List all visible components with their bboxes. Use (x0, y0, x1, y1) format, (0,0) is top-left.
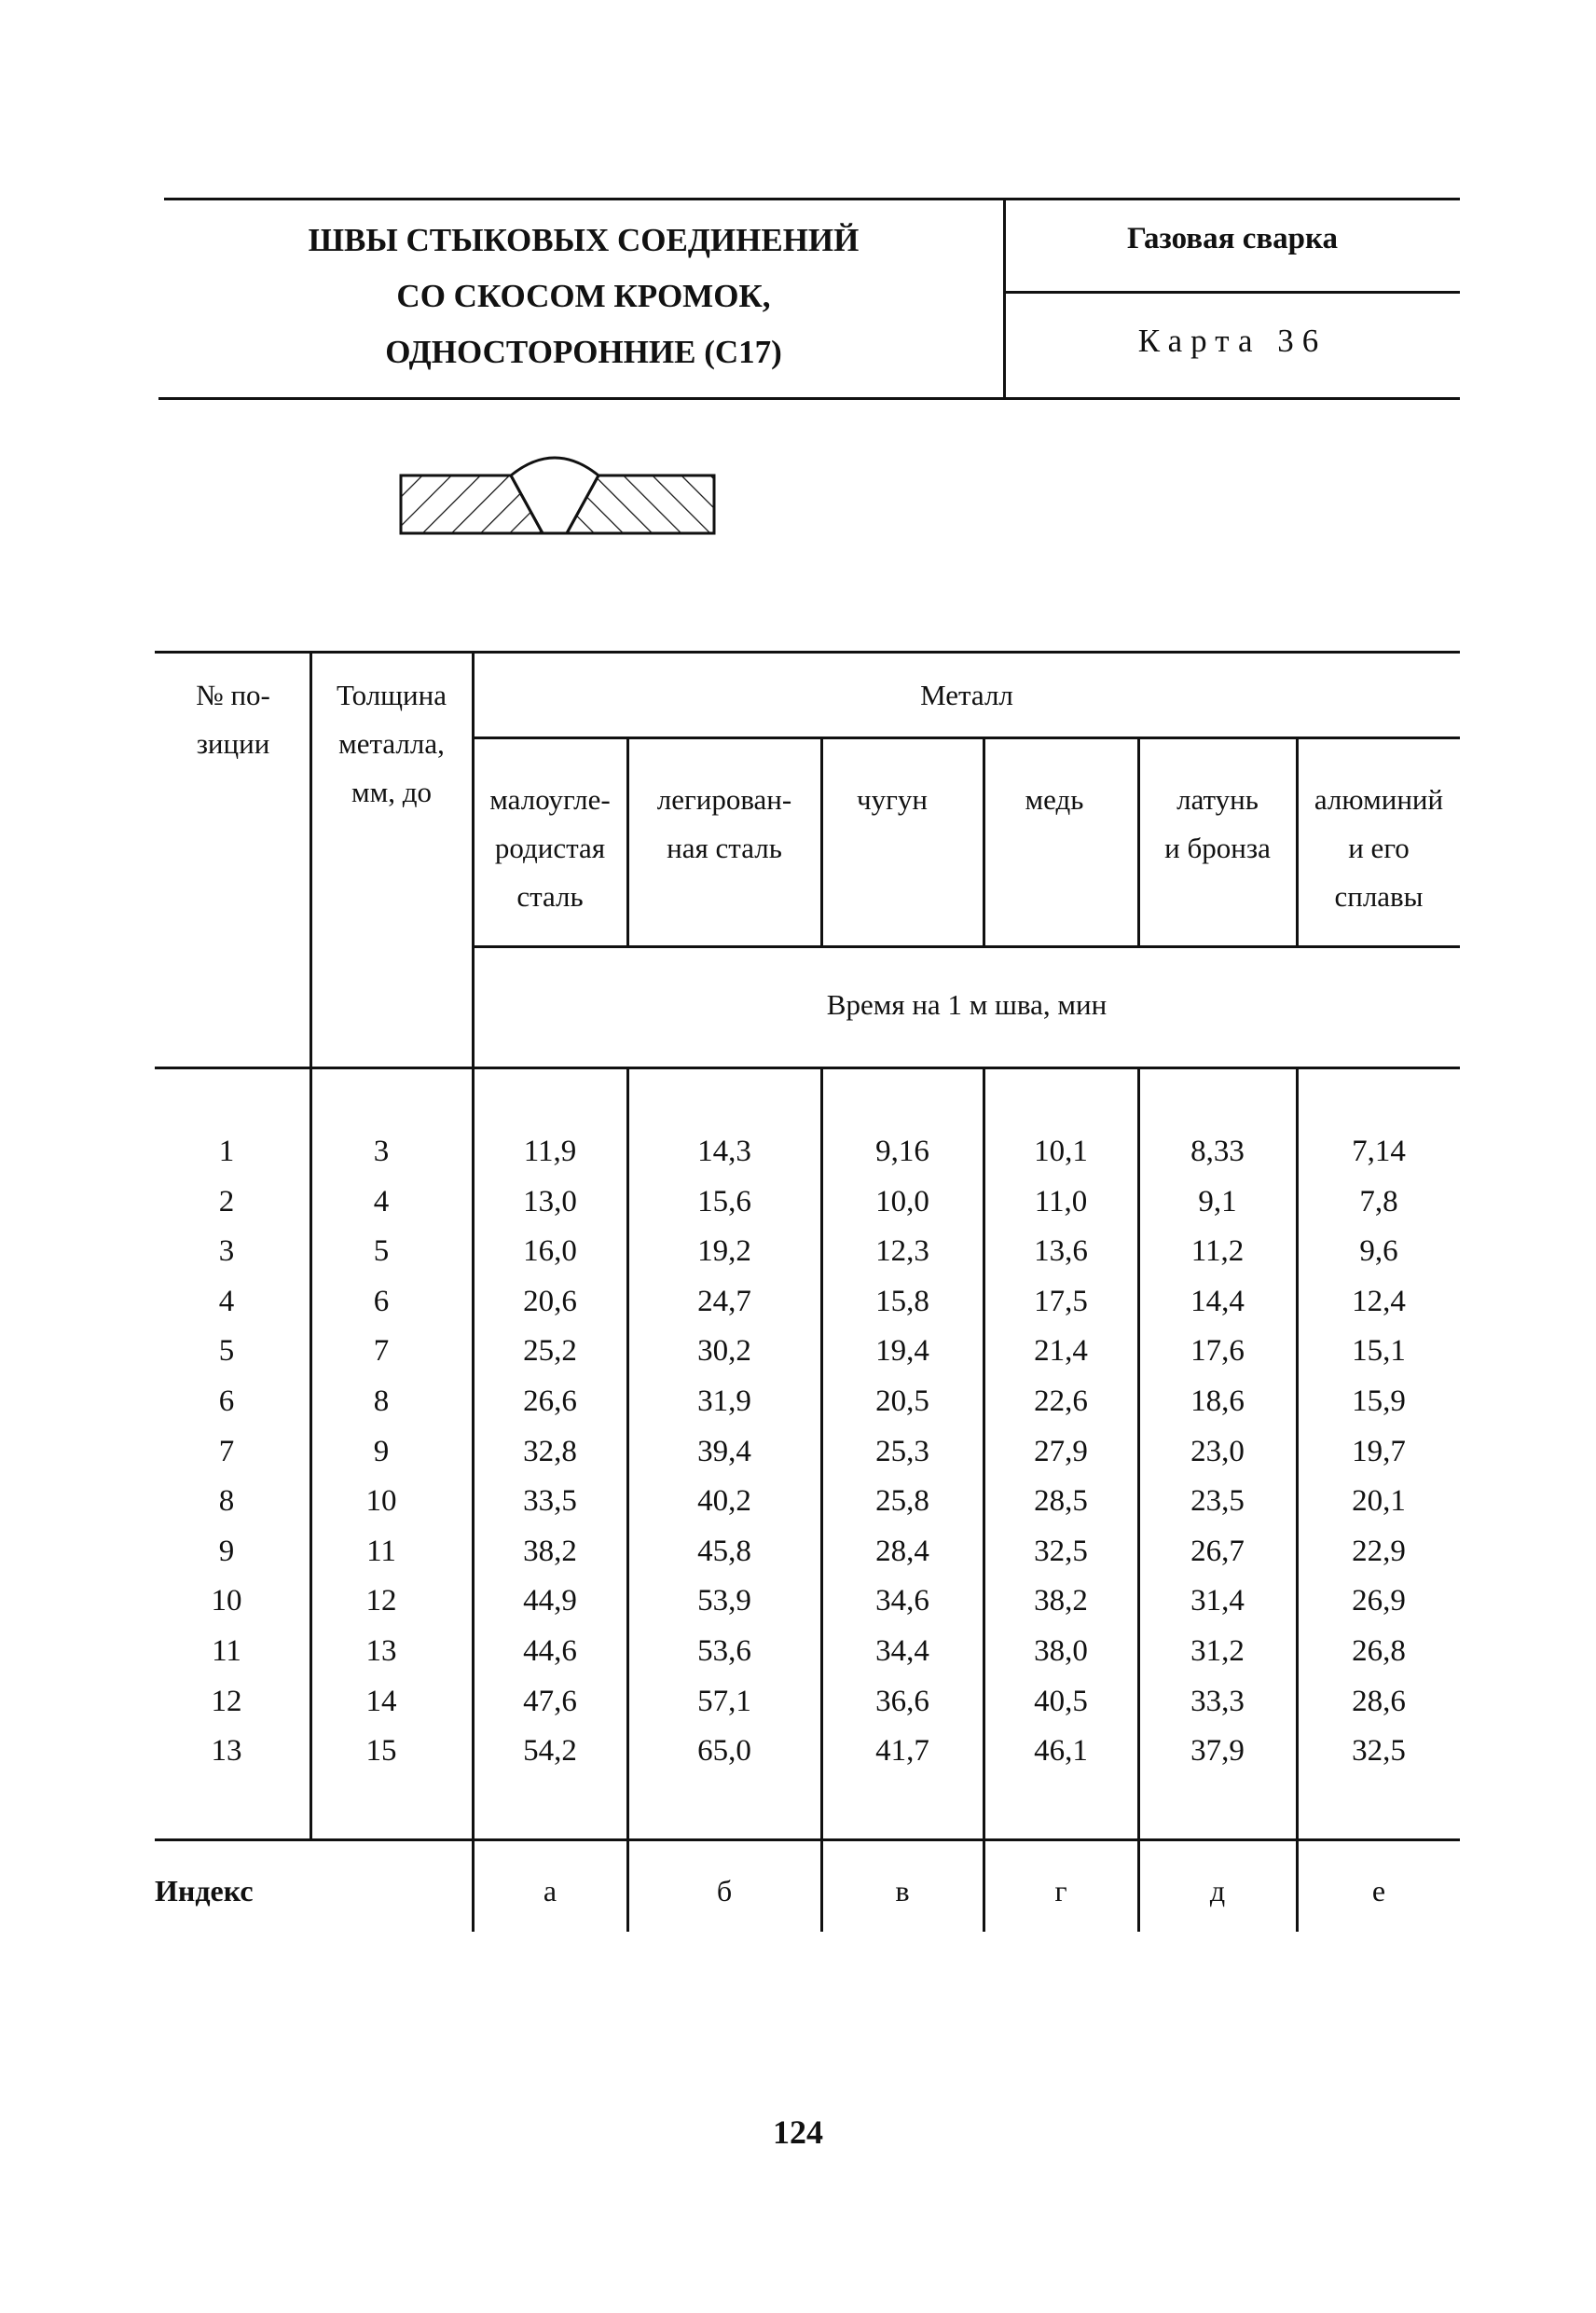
row-thickness: 3 (373, 1135, 390, 1168)
row-time-value: 53,6 (697, 1634, 751, 1668)
title-line-1: ШВЫ СТЫКОВЫХ СОЕДИНЕНИЙ (308, 222, 860, 258)
row-time-value: 31,4 (1190, 1584, 1245, 1618)
position-header (157, 671, 310, 768)
row-time-value: 34,6 (875, 1584, 929, 1618)
row-time-value: 19,2 (697, 1234, 751, 1268)
position-header-line-2: зиции (196, 727, 270, 760)
metal-2-line-1: легирован- (656, 783, 792, 816)
row-time-value: 45,8 (697, 1535, 751, 1568)
row-position: 11 (212, 1634, 241, 1668)
metal-6-line-1: алюминий (1314, 783, 1444, 816)
row-time-value: 11,2 (1190, 1234, 1245, 1268)
index-d: д (1209, 1874, 1226, 1907)
row-time-value: 15,1 (1352, 1334, 1406, 1368)
row-time-value: 22,9 (1352, 1535, 1406, 1568)
row-time-value: 15,9 (1352, 1384, 1406, 1418)
row-time-value: 40,5 (1034, 1685, 1088, 1718)
row-time-value: 26,8 (1352, 1634, 1406, 1668)
row-time-value: 8,33 (1190, 1135, 1245, 1168)
row-time-value: 15,8 (875, 1285, 929, 1318)
row-time-value: 7,14 (1352, 1135, 1406, 1168)
row-position: 6 (218, 1384, 235, 1418)
header-top-rule (164, 198, 1460, 200)
index-g: г (1054, 1874, 1067, 1907)
index-v: в (895, 1874, 910, 1907)
row-thickness: 15 (365, 1734, 397, 1768)
row-time-value: 39,4 (697, 1435, 751, 1468)
row-time-value: 7,8 (1359, 1185, 1398, 1218)
row-time-value: 24,7 (697, 1285, 751, 1318)
row-position: 8 (218, 1484, 235, 1518)
row-time-value: 10,1 (1034, 1135, 1088, 1168)
row-time-value: 47,6 (523, 1685, 577, 1718)
row-time-value: 19,7 (1352, 1435, 1406, 1468)
row-time-value: 9,1 (1198, 1185, 1237, 1218)
metal-6-line-2: и его (1348, 832, 1410, 864)
welding-type: Газовая сварка (1126, 222, 1339, 255)
row-time-value: 17,5 (1034, 1285, 1088, 1318)
metal-1-line-3: сталь (516, 880, 584, 913)
row-time-value: 14,3 (697, 1135, 751, 1168)
row-thickness: 13 (365, 1634, 397, 1668)
metal-1-line-2: родистая (494, 832, 606, 864)
row-time-value: 53,9 (697, 1584, 751, 1618)
metal-5-line-1: латунь (1176, 783, 1259, 816)
row-position: 3 (218, 1234, 235, 1268)
row-time-value: 23,0 (1190, 1435, 1245, 1468)
thickness-header-line-2: металла, (338, 727, 445, 760)
thickness-header (311, 671, 472, 817)
row-time-value: 44,6 (523, 1634, 577, 1668)
row-time-value: 17,6 (1190, 1334, 1245, 1368)
row-position: 4 (218, 1285, 235, 1318)
row-time-value: 36,6 (875, 1685, 929, 1718)
row-time-value: 12,4 (1352, 1285, 1406, 1318)
row-time-value: 30,2 (697, 1334, 751, 1368)
row-position: 1 (218, 1135, 235, 1168)
row-position: 12 (211, 1685, 242, 1718)
row-time-value: 33,5 (523, 1484, 577, 1518)
row-position: 9 (218, 1535, 235, 1568)
row-position: 7 (218, 1435, 235, 1468)
metal-col-header-1 (474, 776, 626, 921)
row-thickness: 9 (373, 1435, 390, 1468)
row-position: 13 (211, 1734, 242, 1768)
metal-col-header-3 (822, 776, 962, 824)
metal-col-header-4 (984, 776, 1124, 824)
row-time-value: 20,6 (523, 1285, 577, 1318)
row-time-value: 57,1 (697, 1685, 751, 1718)
metal-4-line-1: медь (1025, 783, 1084, 816)
row-time-value: 38,2 (1034, 1584, 1088, 1618)
weld-joint-diagram (392, 447, 746, 550)
metal-6-line-3: сплавы (1334, 880, 1424, 913)
row-time-value: 9,6 (1359, 1234, 1398, 1268)
metal-header: Металл (920, 679, 1013, 711)
title-line-2: СО СКОСОМ КРОМОК, (396, 278, 771, 314)
row-time-value: 41,7 (875, 1734, 929, 1768)
table-top-rule (155, 651, 1460, 654)
title-line-3: ОДНОСТОРОННИЕ (С17) (385, 334, 782, 370)
row-thickness: 6 (373, 1285, 390, 1318)
row-time-value: 13,6 (1034, 1234, 1088, 1268)
row-time-value: 10,0 (875, 1185, 929, 1218)
row-time-value: 32,8 (523, 1435, 577, 1468)
header-bottom-rule (158, 397, 1460, 400)
row-time-value: 40,2 (697, 1484, 751, 1518)
row-time-value: 14,4 (1190, 1285, 1245, 1318)
card-number: Карта 36 (1137, 323, 1328, 359)
row-thickness: 8 (373, 1384, 390, 1418)
row-time-value: 26,7 (1190, 1535, 1245, 1568)
row-thickness: 5 (373, 1234, 390, 1268)
metal-5-line-2: и бронза (1164, 832, 1271, 864)
col-divider-5 (983, 737, 985, 947)
row-time-value: 11,0 (1034, 1185, 1088, 1218)
row-time-value: 31,2 (1190, 1634, 1245, 1668)
metal-col-header-6 (1298, 776, 1460, 921)
row-time-value: 12,3 (875, 1234, 929, 1268)
metal-1-line-1: малоугле- (489, 783, 611, 816)
time-unit-header: Время на 1 м шва, мин (826, 988, 1108, 1021)
header-right-divider (1003, 291, 1460, 294)
row-time-value: 54,2 (523, 1734, 577, 1768)
row-time-value: 22,6 (1034, 1384, 1088, 1418)
index-a: а (543, 1874, 557, 1907)
row-time-value: 28,4 (875, 1535, 929, 1568)
row-time-value: 20,5 (875, 1384, 929, 1418)
row-time-value: 34,4 (875, 1634, 929, 1668)
row-position: 2 (218, 1185, 235, 1218)
thickness-header-line-3: мм, до (351, 776, 432, 808)
row-time-value: 37,9 (1190, 1734, 1245, 1768)
row-time-value: 13,0 (523, 1185, 577, 1218)
row-time-value: 65,0 (697, 1734, 751, 1768)
row-thickness: 4 (373, 1185, 390, 1218)
row-time-value: 26,9 (1352, 1584, 1406, 1618)
row-time-value: 19,4 (875, 1334, 929, 1368)
index-b: б (716, 1874, 733, 1907)
row-time-value: 25,8 (875, 1484, 929, 1518)
row-time-value: 9,16 (875, 1135, 929, 1168)
row-time-value: 28,6 (1352, 1685, 1406, 1718)
metal-col-header-2 (628, 776, 820, 873)
row-time-value: 16,0 (523, 1234, 577, 1268)
row-time-value: 44,9 (523, 1584, 577, 1618)
table-header-bottom-rule (155, 1067, 1460, 1069)
index-e: е (1371, 1874, 1386, 1907)
row-time-value: 25,2 (523, 1334, 577, 1368)
row-time-value: 31,9 (697, 1384, 751, 1418)
metal-header-rule (472, 737, 1460, 739)
row-time-value: 38,2 (523, 1535, 577, 1568)
row-time-value: 20,1 (1352, 1484, 1406, 1518)
metal-2-line-2: ная сталь (667, 832, 782, 864)
metal-3-line-1: чугун (857, 783, 928, 816)
row-time-value: 38,0 (1034, 1634, 1088, 1668)
row-time-value: 25,3 (875, 1435, 929, 1468)
row-time-value: 33,3 (1190, 1685, 1245, 1718)
row-thickness: 10 (365, 1484, 397, 1518)
row-time-value: 32,5 (1034, 1535, 1088, 1568)
row-thickness: 7 (373, 1334, 390, 1368)
row-time-value: 32,5 (1352, 1734, 1406, 1768)
col-divider-4 (820, 737, 823, 947)
row-time-value: 21,4 (1034, 1334, 1088, 1368)
row-thickness: 11 (366, 1535, 396, 1568)
row-position: 10 (211, 1584, 242, 1618)
index-label: Индекс (155, 1874, 254, 1907)
thickness-header-line-1: Толщина (337, 679, 447, 711)
metal-names-rule (472, 945, 1460, 948)
page-number: 124 (773, 2113, 823, 2151)
row-thickness: 14 (365, 1685, 397, 1718)
metal-col-header-5 (1139, 776, 1296, 873)
row-time-value: 46,1 (1034, 1734, 1088, 1768)
row-time-value: 28,5 (1034, 1484, 1088, 1518)
row-time-value: 23,5 (1190, 1484, 1245, 1518)
row-time-value: 26,6 (523, 1384, 577, 1418)
row-position: 5 (218, 1334, 235, 1368)
position-header-line-1: № по- (196, 679, 270, 711)
row-time-value: 11,9 (523, 1135, 577, 1168)
row-thickness: 12 (365, 1584, 397, 1618)
document-title (164, 213, 1003, 380)
row-time-value: 27,9 (1034, 1435, 1088, 1468)
row-time-value: 15,6 (697, 1185, 751, 1218)
row-time-value: 18,6 (1190, 1384, 1245, 1418)
table-body-bottom-rule (155, 1838, 1460, 1841)
